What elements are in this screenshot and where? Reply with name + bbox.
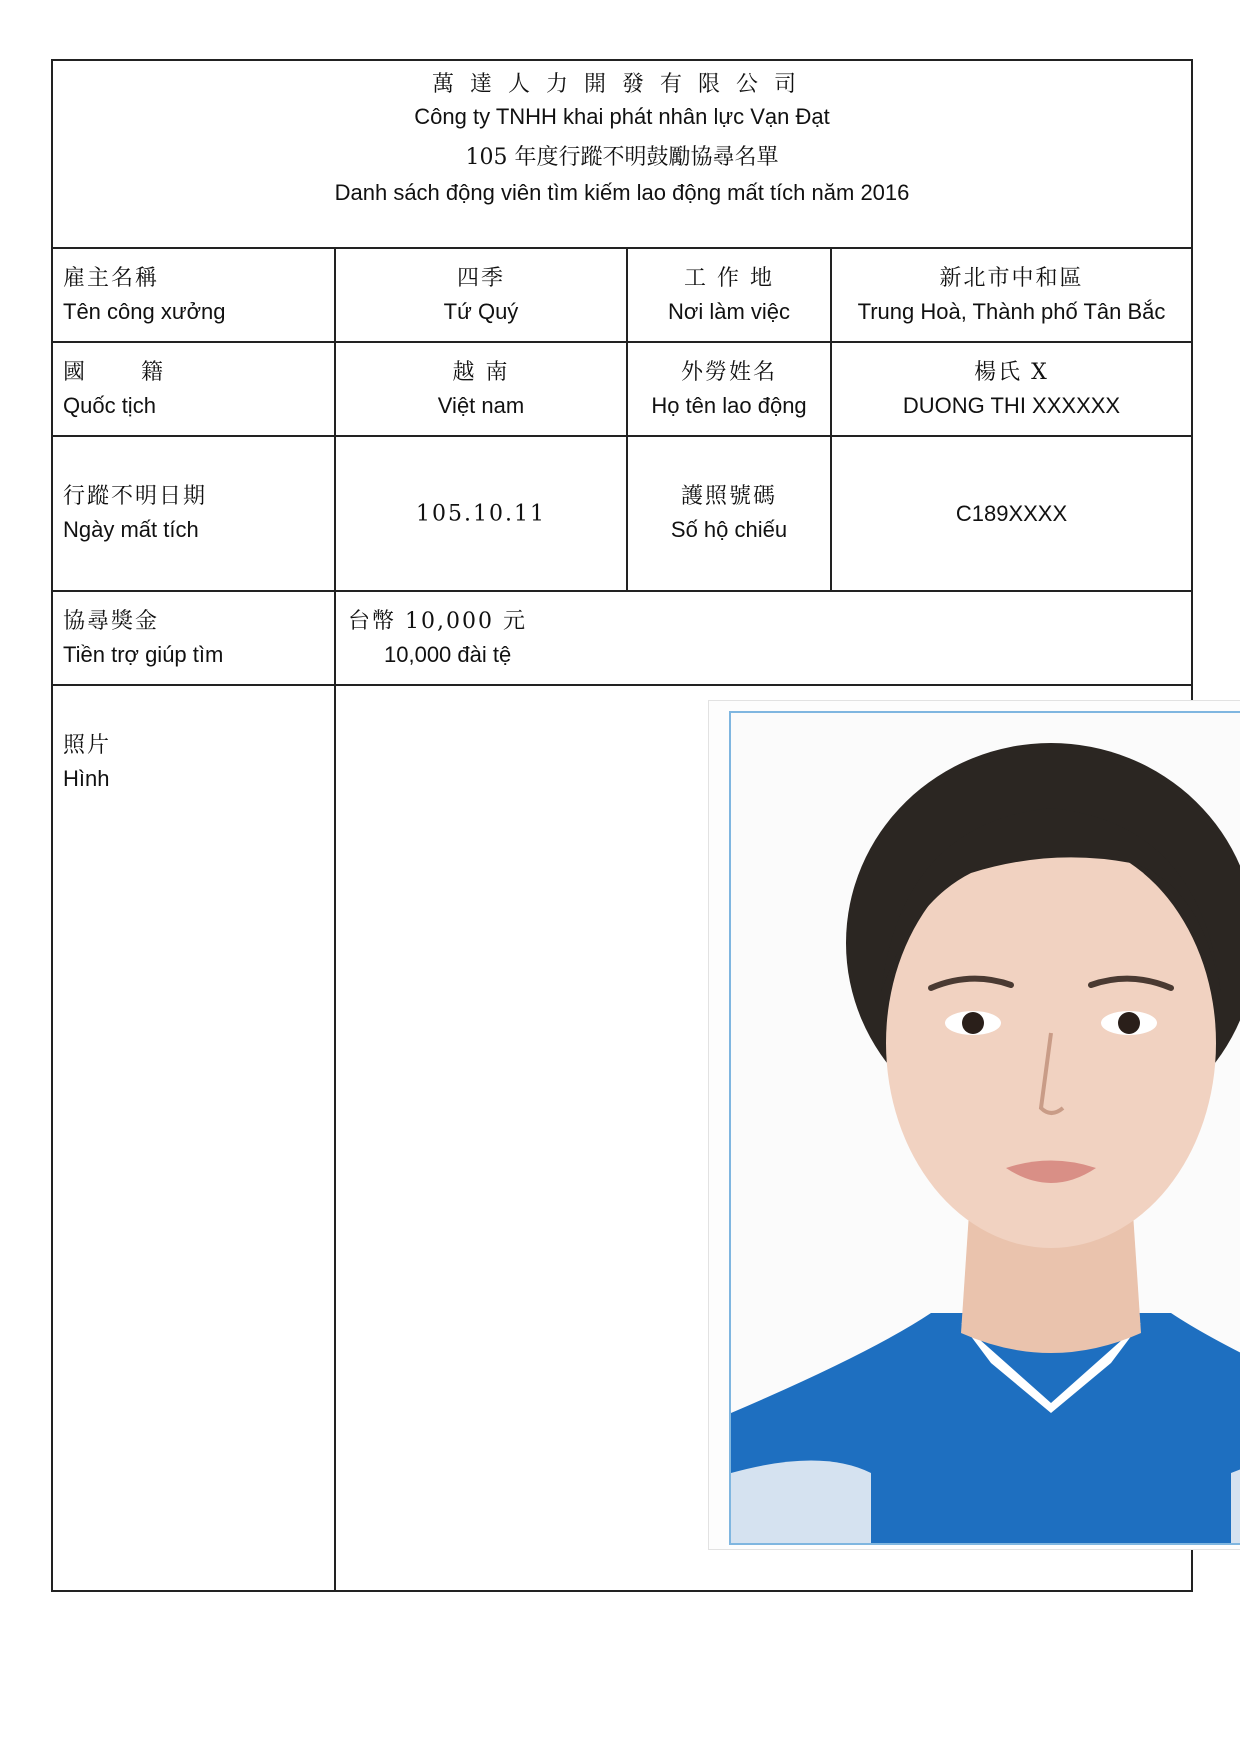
nationality-value: 越 南 Việt nam — [336, 343, 628, 435]
worker-name-value: 楊氏 X DUONG THI XXXXXX — [902, 360, 1121, 418]
worker-photo — [708, 700, 1240, 1550]
passport-label: 護照號碼 Số hộ chiếu — [628, 437, 832, 590]
list-title-vn: Danh sách động viên tìm kiếm lao động mất tích năm 2016 — [334, 180, 910, 205]
list-title-zh: 105 年度行蹤不明鼓勵協尋名單 — [465, 145, 779, 170]
workplace-value: 新北市中和區 Trung Hoà, Thành phố Tân Bắc — [857, 266, 1166, 324]
workplace-label: 工 作 地 Nơi làm việc — [628, 249, 832, 341]
employer-row — [53, 249, 1191, 343]
company-name-vn: Công ty TNHH khai phát nhân lực Vạn Đạt — [414, 104, 830, 129]
passport-value: C189XXXX — [955, 500, 1068, 526]
reward-value: 台幣 10,000 元 10,000 đài tệ — [348, 609, 527, 667]
employer-value: 四季 Tứ Quý — [336, 249, 628, 341]
photo-frame — [729, 711, 1240, 1545]
missing-date-value: 105.10.11 — [336, 437, 628, 590]
form-header — [53, 61, 1191, 249]
missing-date-row — [53, 437, 1191, 592]
portrait-illustration — [731, 713, 1240, 1543]
photo-label: 照片 Hình — [53, 686, 336, 1590]
form-table — [51, 59, 1193, 1592]
nationality-row — [53, 343, 1191, 437]
photo-row — [53, 686, 1191, 1590]
reward-label: 協尋獎金 Tiền trợ giúp tìm — [53, 592, 336, 684]
nationality-label: 國 籍 Quốc tịch — [53, 343, 336, 435]
worker-name-label: 外勞姓名 Họ tên lao động — [628, 343, 832, 435]
reward-row — [53, 592, 1191, 686]
photo-cell — [336, 686, 1191, 1590]
company-name-zh: 萬達人力開發有限公司 — [431, 72, 812, 97]
missing-date-label: 行蹤不明日期 Ngày mất tích — [53, 437, 336, 590]
employer-label: 雇主名稱 Tên công xưởng — [53, 249, 336, 341]
